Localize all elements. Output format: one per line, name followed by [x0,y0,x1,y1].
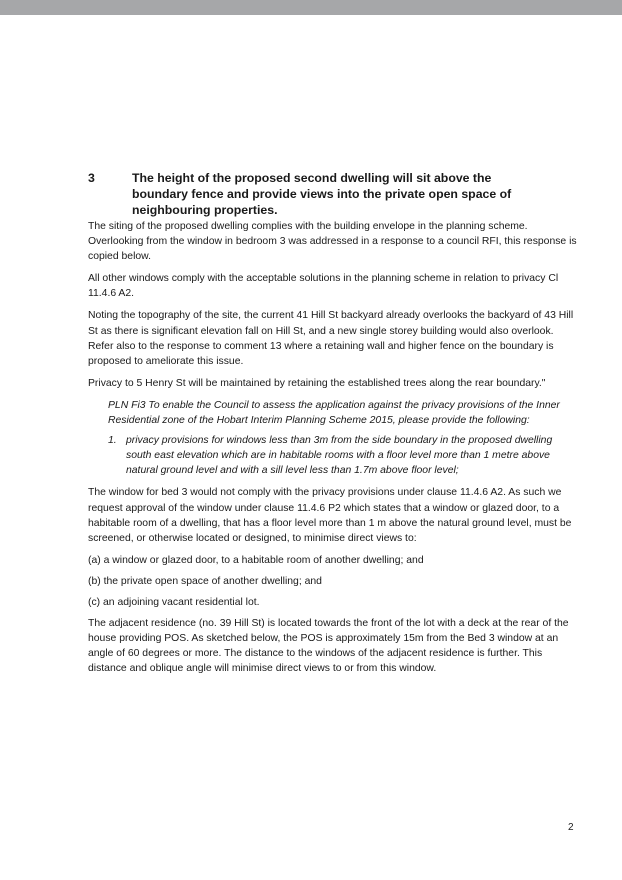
section-number: 3 [88,171,95,185]
quote-list-item [108,433,580,478]
paragraph: The adjacent residence (no. 39 Hill St) is located towards the front of the lot with a deck at the rear of the house providing POS. As sketched below, the POS is approximately 15m from the Bed 3 window at an angle of 60 degrees or more. The distance to the windows of the adjacent residence is further. This distance and oblique angle will minimise direct views to or from this window. [88,618,569,675]
list-item: (c) an adjoining vacant residential lot. [88,596,260,608]
paragraph: The siting of the proposed dwelling complies with the building envelope in the planning scheme. Overlooking from the window in bedroom 3 was addressed in a response to a council RFI, this response is copied below. [88,221,577,263]
section-heading [88,170,548,218]
quote-item-number: 1. [108,435,117,447]
list-item: (a) a window or glazed door, to a habitable room of another dwelling; and [88,554,424,566]
section-heading-text: The height of the proposed second dwelling will sit above the boundary fence and provide views into the private open space of neighbouring properties. [132,171,512,217]
page-number: 2 [568,822,574,833]
quote-item-text: privacy provisions for windows less than 3m from the side boundary in the proposed dwelling south east elevation which are in habitable rooms with a floor level more than 1 metre above natural ground level and with a sill level less than 1.7m above floor level; [126,435,553,477]
body-content [88,219,580,683]
paragraph: Privacy to 5 Henry St will be maintained by retaining the established trees along the rear boundary." [88,377,546,389]
paragraph: All other windows comply with the acceptable solutions in the planning scheme in relation to privacy Cl 11.4.6 A2. [88,273,559,300]
council-request-quote [108,398,580,478]
header-bar [0,0,622,15]
paragraph: Noting the topography of the site, the current 41 Hill St backyard already overlooks the backyard of 43 Hill St as there is significant elevation fall on Hill St, and a new single storey building would also overlook. Refer also to the response to comment 13 where a retaining wall and higher fence on the boundary is proposed to ameliorate this issue. [88,310,574,367]
paragraph: The window for bed 3 would not comply with the privacy provisions under clause 11.4.6 A2. As such we request approval of the window under clause 11.4.6 P2 which states that a window or glazed door, to a habitable room of a dwelling, that has a floor level more than 1 m above the natural ground level, must be screened, or otherwise located or designed, to minimise direct views to: [88,487,572,544]
list-item: (b) the private open space of another dwelling; and [88,575,322,587]
quote-intro: PLN Fi3 To enable the Council to assess the application against the privacy provisions of the Inner Residential zone of the Hobart Interim Planning Scheme 2015, please provide the following: [108,399,560,427]
